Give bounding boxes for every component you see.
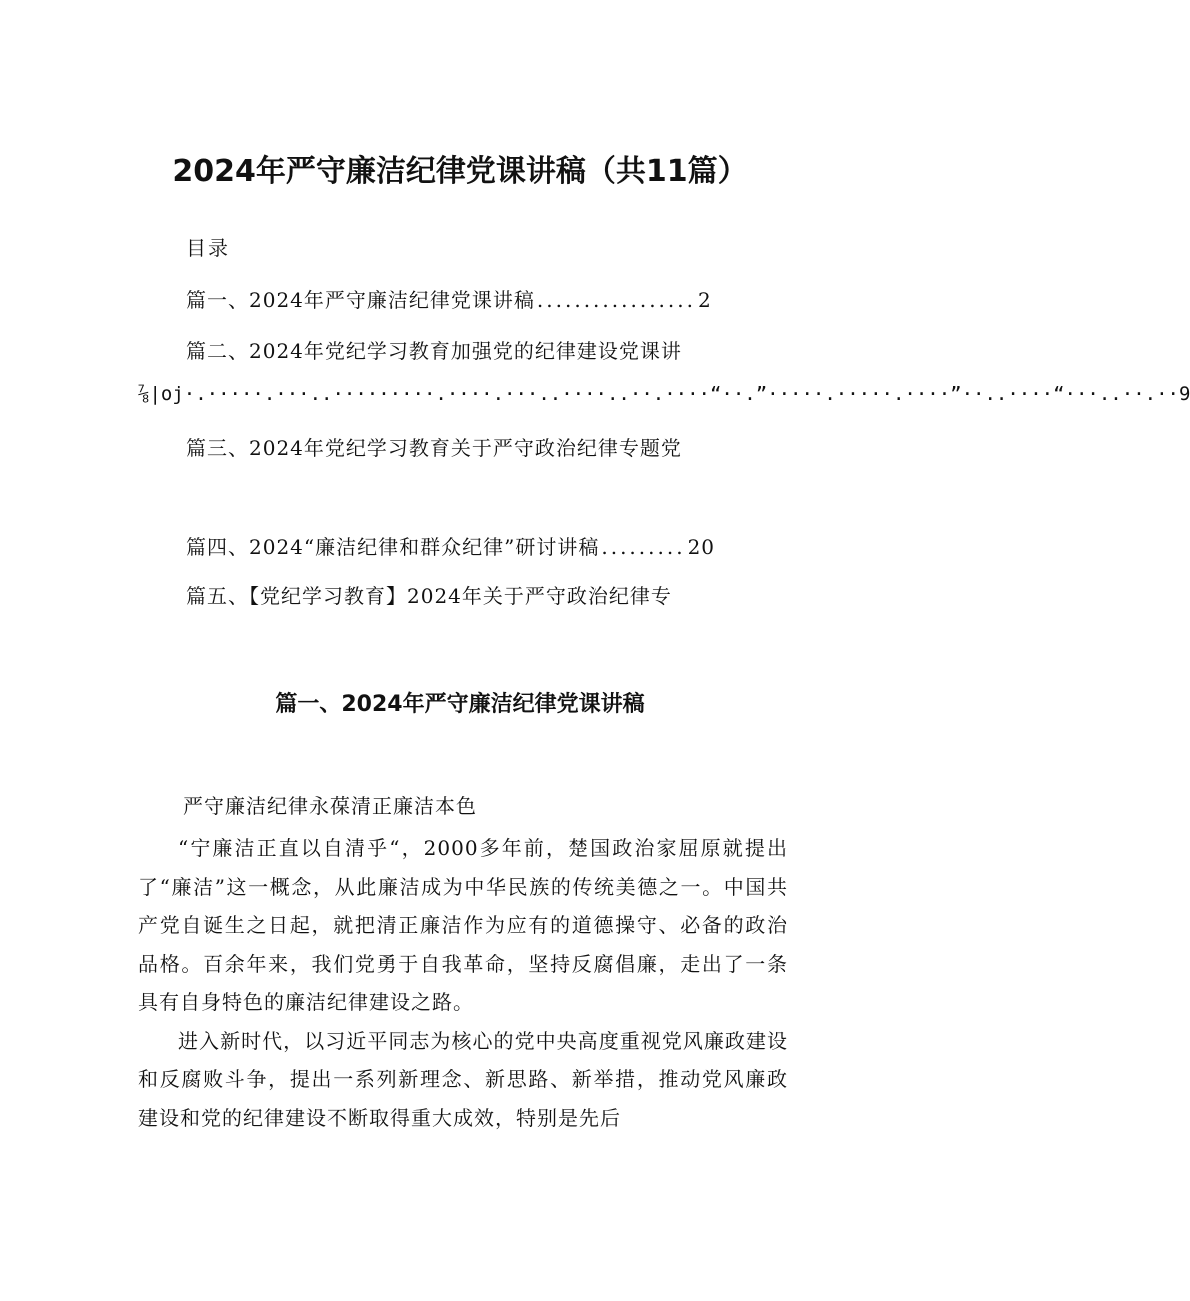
toc-item-1[interactable] <box>186 284 712 313</box>
toc-item-label: 篇四、2024“廉洁纪律和群众纪律”研讨讲稿 <box>186 535 600 559</box>
toc-page-number: 2 <box>697 288 712 312</box>
toc-item-2-continuation: ⅞|oj·.·····.···..·········.····.···..····..··.····“··.”·····.·····.····”··..····“···..··.··9 <box>138 383 1190 405</box>
toc-item-label: 篇二、2024年党纪学习教育加强党的纪律建设党课讲 <box>186 339 682 363</box>
toc-item-2[interactable] <box>186 335 682 364</box>
toc-leader-dots: ......... <box>601 535 686 559</box>
toc-item-4[interactable] <box>186 531 715 560</box>
toc-item-label: 篇三、2024年党纪学习教育关于严守政治纪律专题党 <box>186 436 682 460</box>
toc-leader-dots: ................. <box>536 288 696 312</box>
document-title: 2024年严守廉洁纪律党课讲稿（共11篇） <box>172 154 748 189</box>
toc-item-label: 篇一、2024年严守廉洁纪律党课讲稿 <box>186 288 535 312</box>
section-title: 篇一、2024年严守廉洁纪律党课讲稿 <box>275 692 645 717</box>
toc-item-5[interactable] <box>186 580 672 609</box>
toc-heading: 目录 <box>186 236 230 260</box>
toc-page-number: 20 <box>687 535 716 559</box>
body-text <box>138 829 788 1137</box>
paragraph: “宁廉洁正直以自清乎“，2000多年前，楚国政治家屈原就提出了“廉洁”这一概念，从此廉洁成为中华民族的传统美德之一。中国共产党自诞生之日起，就把清正廉洁作为应有的道德操守、必备的政治品格。百余年来，我们党勇于自我革命，坚持反腐倡廉，走出了一条具有自身特色的廉洁纪律建设之路。 <box>138 836 788 1014</box>
paragraph: 进入新时代，以习近平同志为核心的党中央高度重视党风廉政建设和反腐败斗争，提出一系列新理念、新思路、新举措，推动党风廉政建设和党的纪律建设不断取得重大成效，特别是先后 <box>138 1028 788 1130</box>
section-subtitle: 严守廉洁纪律永葆清正廉洁本色 <box>183 794 477 818</box>
toc-item-label: 篇五、【党纪学习教育】2024年关于严守政治纪律专 <box>186 584 672 608</box>
toc-item-3[interactable] <box>186 432 682 461</box>
